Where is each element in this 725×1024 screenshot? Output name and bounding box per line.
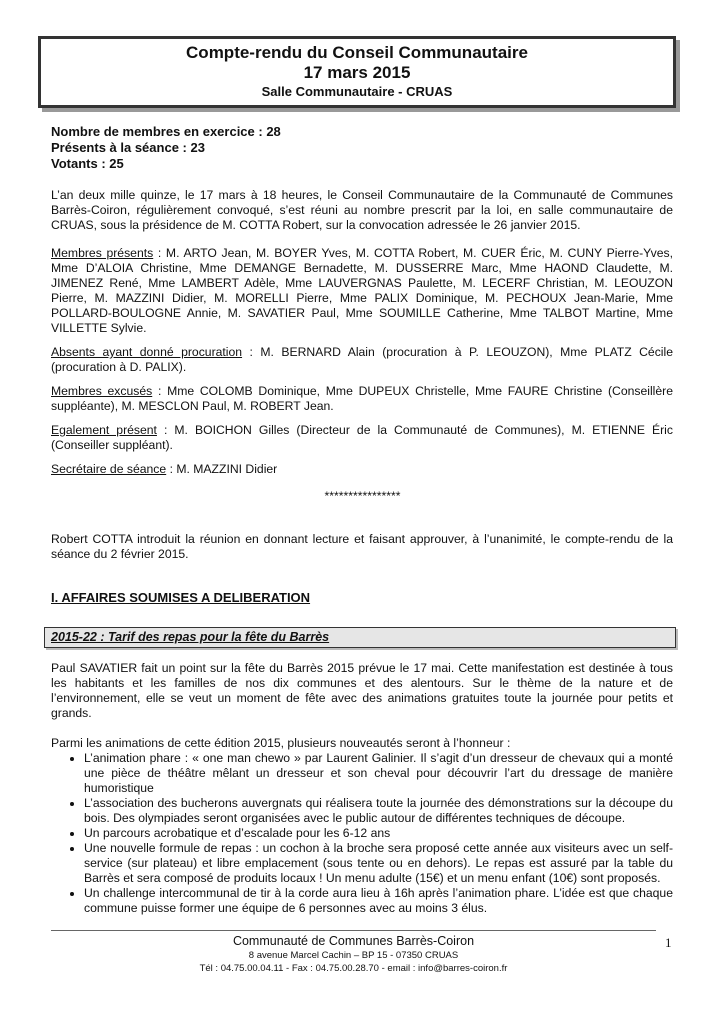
footer-org: Communauté de Communes Barrès-Coiron bbox=[232, 934, 475, 948]
attendance-also-present bbox=[51, 423, 673, 453]
deliberation-paragraph-2: Parmi les animations de cette édition 2015, plusieurs nouveautés seront à l’honneur : bbox=[51, 736, 511, 750]
attendance-present bbox=[51, 246, 673, 336]
list-item: • L’association des bucherons auvergnats qui réalisera toute la journée des démonstrations sur la découpe du bois. Des olympiades seront organisées avec le public autour de différentes techniques de découpe. bbox=[84, 796, 673, 826]
animation-list bbox=[51, 751, 673, 916]
footer-address: 8 avenue Marcel Cachin – BP 15 - 07350 CRUAS bbox=[248, 950, 459, 961]
meeting-location: Salle Communautaire - CRUAS bbox=[261, 84, 453, 99]
label: Secrétaire de séance bbox=[51, 462, 167, 476]
label: Membres excusés bbox=[51, 384, 153, 398]
approval-paragraph: Robert COTTA introduit la réunion en donnant lecture et faisant approuver, à l’unanimité, le compte-rendu de la séance du 2 février 2015. bbox=[51, 532, 673, 561]
footer-contact: Tél : 04.75.00.04.11 - Fax : 04.75.00.28.70 - email : info@barres-coiron.fr bbox=[199, 963, 508, 974]
stat-present: Présents à la séance : 23 bbox=[51, 140, 205, 155]
separator: **************** bbox=[324, 489, 401, 503]
list-item: • Une nouvelle formule de repas : un cochon à la broche sera proposé cette année aux visiteurs avec un self-service (sur plateau) et libre emplacement (sous tente ou en dehors). Le repas est assuré par la table du Barrès et sera composé de produits locaux ! Un menu adulte (15€) et un menu enfant (10€) sont proposés. bbox=[84, 841, 673, 886]
stat-voters: Votants : 25 bbox=[51, 156, 124, 171]
list-item: • L’animation phare : « one man chewo » par Laurent Galinier. Il s’agit d’un dresseur de chevaux qui a monté une pièce de théâtre mêlant un dresseur et son cheval pour découvrir l’art du dressage de manière humoristique bbox=[84, 751, 673, 796]
attendance-proxies bbox=[51, 345, 673, 375]
meeting-date: 17 mars 2015 bbox=[303, 63, 411, 82]
text: : M. ARTO Jean, M. BOYER Yves, M. COTTA Robert, M. CUER Éric, M. CUNY Pierre-Yves, Mme D’ALOIA Christine, Mme DEMANGE Bernadette, M. DUSSERRE Marc, Mme HAOND Claudette, M. JIMENEZ René, Mme LAMBERT Adèle, Mme LAUVERGNAS Paulette, M. LECERF Christian, M. LEOUZON Pierre, M. MAZZINI Didier, M. MORELLI Pierre, Mme PALIX Dominique, M. PECHOUX Jean-Marie, Mme POLLARD-BOULOGNE Annie, M. SAVATIER Paul, Mme SOUMILLE Catherine, Mme TALBOT Martine, Mme VILLETTE Sylvie. bbox=[51, 246, 673, 335]
list-item: • Un challenge intercommunal de tir à la corde aura lieu à 16h après l’animation phare. L’idée est que chaque commune puisse former une équipe de 6 personnes avec au moins 3 élus. bbox=[84, 886, 673, 916]
footer bbox=[51, 930, 672, 995]
title-box bbox=[38, 36, 676, 108]
text: : M. MAZZINI Didier bbox=[166, 462, 278, 476]
page-number: 1 bbox=[665, 935, 672, 950]
deliberation-title: 2015-22 : Tarif des repas pour la fête du Barrès bbox=[44, 627, 676, 648]
attendance-secretary bbox=[51, 462, 673, 477]
list-item: • Un parcours acrobatique et d’escalade pour les 6-12 ans bbox=[84, 826, 673, 841]
text: : M. BOICHON Gilles (Directeur de la Communauté de Communes), M. ETIENNE Éric (Conseiller suppléant). bbox=[51, 423, 673, 452]
label: Membres présents bbox=[51, 246, 154, 260]
label: Egalement présent bbox=[51, 423, 157, 437]
intro-paragraph: L’an deux mille quinze, le 17 mars à 18 heures, le Conseil Communautaire de la Communauté de Communes Barrès-Coiron, régulièrement convoqué, s’est réuni au nombre prescrit par la loi, en salle communautaire de CRUAS, sous la présidence de M. COTTA Robert, sur la convocation adressée le 26 janvier 2015. bbox=[51, 188, 673, 232]
deliberation-paragraph-1: Paul SAVATIER fait un point sur la fête du Barrès 2015 prévue le 17 mai. Cette manifestation est destinée à tous les habitants et les familles de nos dix communes et des alentours. Sur le thème de la nature et de l’environnement, elle se veut un moment de fête avec des animations gratuites toute la journée pour petits et grands. bbox=[51, 661, 673, 720]
document-title: Compte-rendu du Conseil Communautaire bbox=[186, 43, 528, 62]
attendance-stats bbox=[51, 124, 673, 172]
text: : Mme COLOMB Dominique, Mme DUPEUX Christelle, Mme FAURE Christine (Conseillère suppléante), M. MESCLON Paul, M. ROBERT Jean. bbox=[51, 384, 673, 413]
section-heading: I. AFFAIRES SOUMISES A DELIBERATION bbox=[51, 590, 311, 605]
text: : M. BERNARD Alain (procuration à P. LEOUZON), Mme PLATZ Cécile (procuration à D. PALIX). bbox=[51, 345, 673, 374]
label: Absents ayant donné procuration bbox=[51, 345, 243, 359]
attendance-excused bbox=[51, 384, 673, 414]
stat-members: Nombre de membres en exercice : 28 bbox=[51, 124, 281, 139]
